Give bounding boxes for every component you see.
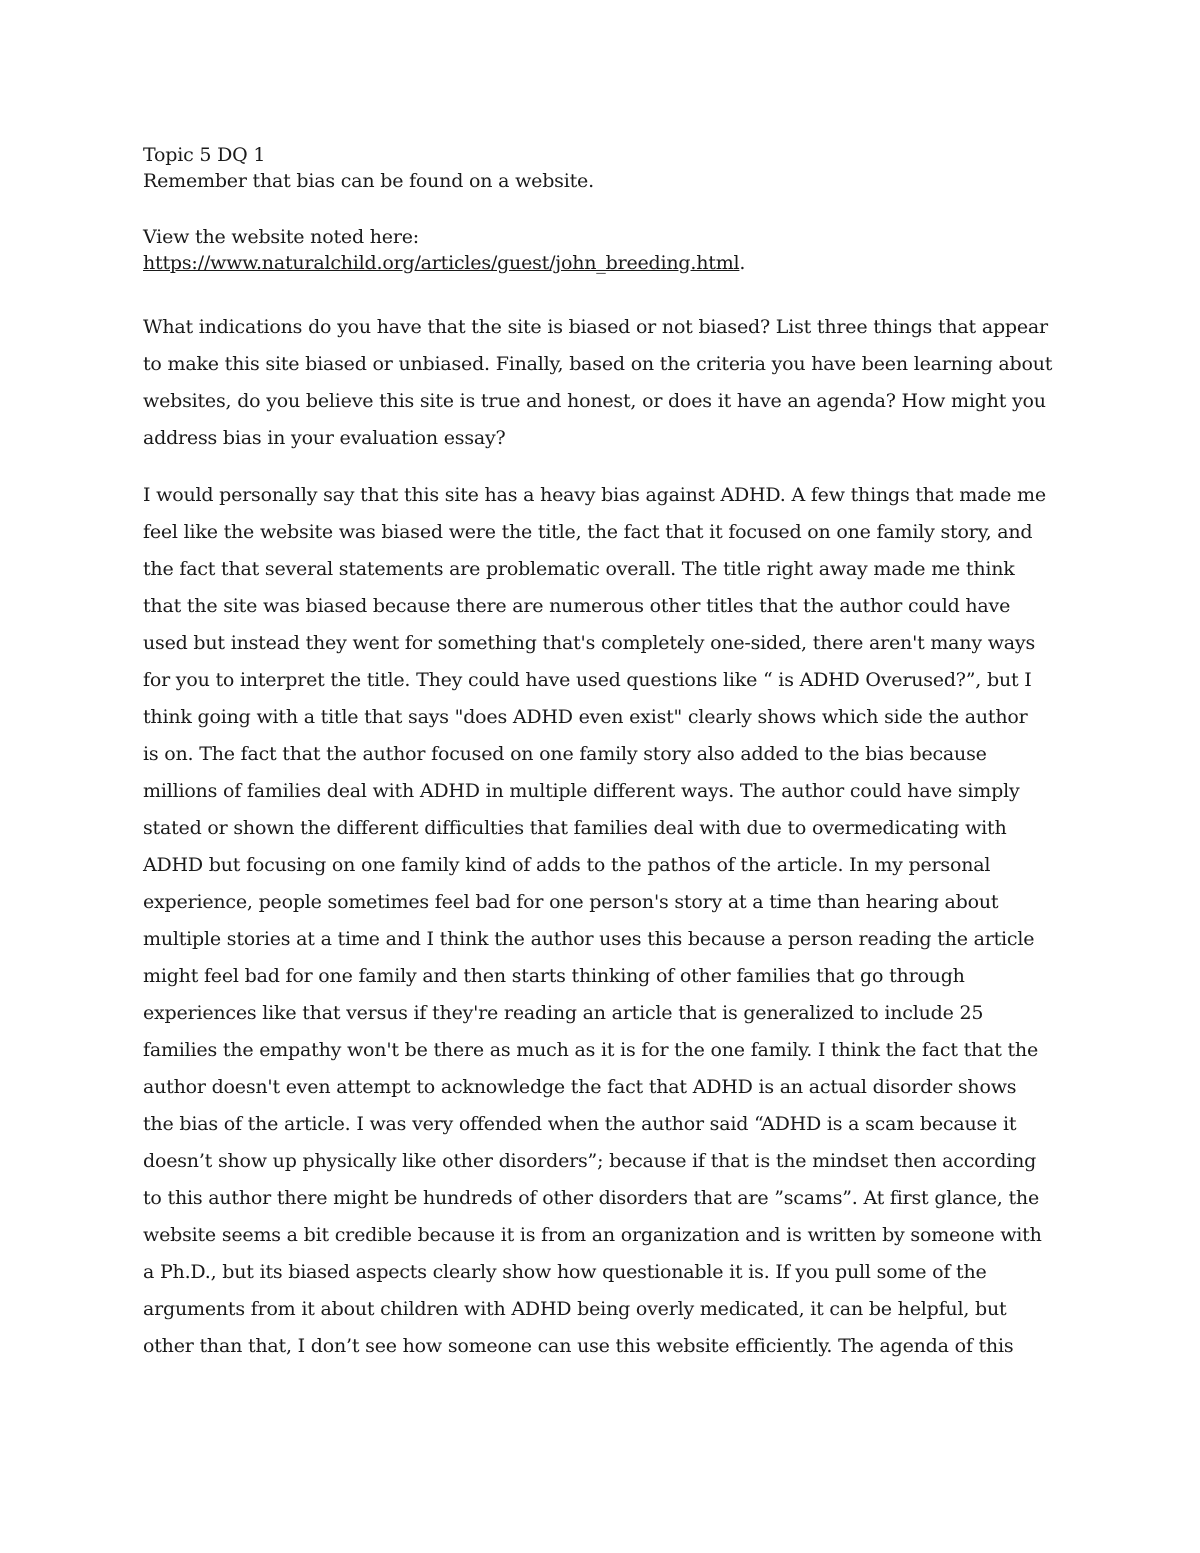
prompt-line: address bias in your evaluation essay? <box>143 427 506 449</box>
view-label: View the website noted here: <box>143 226 419 248</box>
link-line <box>143 250 1068 276</box>
answer-line: is on. The fact that the author focused on one family story also added to the bias because <box>143 743 987 765</box>
answer-line: ADHD but focusing on one family kind of adds to the pathos of the article. In my personal <box>143 854 991 876</box>
answer-line: families the empathy won't be there as much as it is for the one family. I think the fact that the <box>143 1039 1039 1061</box>
answer-line: doesn’t show up physically like other disorders”; because if that is the mindset then according <box>143 1150 1037 1172</box>
document-heading: Topic 5 DQ 1 <box>143 144 266 166</box>
answer-line: arguments from it about children with ADHD being overly medicated, it can be helpful, but <box>143 1298 1007 1320</box>
answer-line: author doesn't even attempt to acknowledge the fact that ADHD is an actual disorder shows <box>143 1076 1017 1098</box>
document-body <box>143 142 1068 1365</box>
answer-line: might feel bad for one family and then starts thinking of other families that go through <box>143 965 965 987</box>
answer-line: feel like the website was biased were the title, the fact that it focused on one family story, and <box>143 521 1033 543</box>
answer-paragraph <box>143 477 1068 1365</box>
answer-line: millions of families deal with ADHD in multiple different ways. The author could have simply <box>143 780 1020 802</box>
answer-line: a Ph.D., but its biased aspects clearly show how questionable it is. If you pull some of the <box>143 1261 987 1283</box>
answer-line: to this author there might be hundreds of other disorders that are ”scams”. At first glance, the <box>143 1187 1040 1209</box>
answer-line: for you to interpret the title. They could have used questions like “ is ADHD Overused?”, but I <box>143 669 1032 691</box>
answer-line: the bias of the article. I was very offended when the author said “ADHD is a scam because it <box>143 1113 1017 1135</box>
link-period: . <box>739 252 746 274</box>
website-link[interactable]: https://www.naturalchild.org/articles/guest/john_breeding.html <box>143 252 740 274</box>
answer-line: used but instead they went for something that's completely one-sided, there aren't many ways <box>143 632 1035 654</box>
prompt-line: to make this site biased or unbiased. Finally, based on the criteria you have been learning about <box>143 353 1053 375</box>
answer-line: website seems a bit credible because it is from an organization and is written by someone with <box>143 1224 1042 1246</box>
intro-line: Remember that bias can be found on a website. <box>143 170 594 192</box>
answer-line: experience, people sometimes feel bad for one person's story at a time than hearing about <box>143 891 999 913</box>
answer-line: experiences like that versus if they're reading an article that is generalized to include 25 <box>143 1002 984 1024</box>
answer-line: multiple stories at a time and I think the author uses this because a person reading the article <box>143 928 1035 950</box>
spacer <box>143 194 1068 224</box>
answer-line: think going with a title that says "does ADHD even exist" clearly shows which side the author <box>143 706 1028 728</box>
answer-line: I would personally say that this site has a heavy bias against ADHD. A few things that made me <box>143 484 1046 506</box>
prompt-line: What indications do you have that the site is biased or not biased? List three things that appear <box>143 316 1048 338</box>
prompt-line: websites, do you believe this site is true and honest, or does it have an agenda? How might you <box>143 390 1046 412</box>
answer-line: the fact that several statements are problematic overall. The title right away made me think <box>143 558 1015 580</box>
prompt-paragraph <box>143 309 1068 457</box>
answer-line: other than that, I don’t see how someone can use this website efficiently. The agenda of this <box>143 1335 1014 1357</box>
answer-line: that the site was biased because there are numerous other titles that the author could have <box>143 595 1011 617</box>
answer-line: stated or shown the different difficulties that families deal with due to overmedicating with <box>143 817 1007 839</box>
